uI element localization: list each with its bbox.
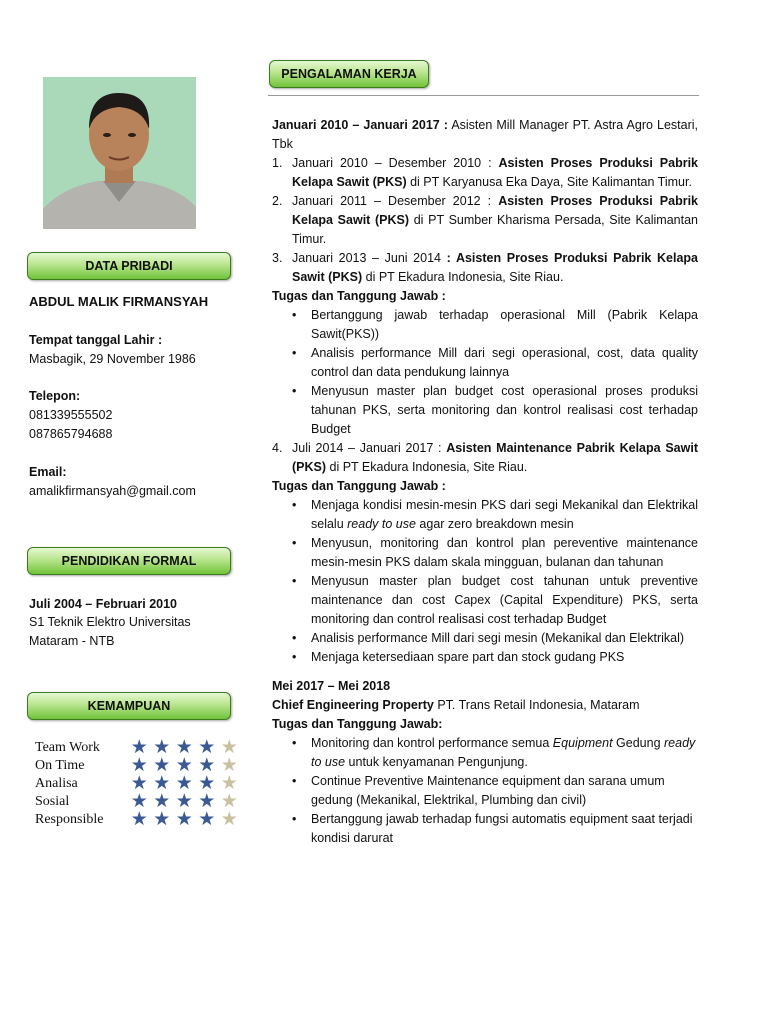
kemampuan-header: KEMAMPUAN: [27, 692, 231, 720]
star-filled-icon: ★: [130, 791, 148, 812]
email-address: amalikfirmansyah@gmail.com: [29, 484, 196, 498]
experience-section: [272, 116, 698, 848]
item-number: 2.: [272, 194, 283, 208]
bullet-text: Menjaga kondisi mesin-mesin PKS dari segi Mekanikal dan Elektrikal selalu: [311, 498, 698, 531]
phone-number: 087865794688: [29, 427, 113, 441]
star-filled-icon: ★: [175, 809, 193, 830]
email-label: Email:: [29, 465, 67, 479]
bullet-text: Monitoring dan kontrol performance semua: [311, 736, 553, 750]
bullet-item: • Menyusun master plan budget cost operasional proses produksi tahunan PKS, serta monitoring dan kontrol realisasi cost terhadap Budget: [292, 382, 698, 439]
item-location: di PT Ekadura Indonesia, Site Riau.: [362, 270, 564, 284]
item-number: 1.: [272, 156, 283, 170]
item-number: 4.: [272, 441, 283, 455]
full-name: ABDUL MALIK FIRMANSYAH: [29, 294, 209, 309]
item-period: Januari 2010 – Desember 2010 :: [292, 156, 499, 170]
bullet-emphasis: Equipment: [552, 736, 613, 750]
star-filled-icon: ★: [198, 755, 216, 776]
star-filled-icon: ★: [130, 809, 148, 830]
item-location: di PT Sumber Kharisma Persada, Site Kalimantan Timur.: [292, 213, 698, 246]
profile-photo: [43, 77, 196, 229]
skill-name: On Time: [35, 758, 85, 773]
pendidikan-header: PENDIDIKAN FORMAL: [27, 547, 231, 575]
skill-name: Responsible: [35, 812, 104, 827]
skills-list: [35, 739, 241, 829]
bullet-item: • Bertanggung jawab terhadap fungsi automatis equipment saat terjadi kondisi darurat: [292, 810, 698, 848]
star-empty-icon: ★: [220, 737, 238, 758]
star-filled-icon: ★: [198, 809, 216, 830]
bullet-item: • Menyusun master plan budget cost tahunan untuk preventive maintenance dan cost Capex (Capital Expenditure) PKS, serta monitoring dan control realisasi cost terhadap Budget: [292, 572, 698, 629]
star-filled-icon: ★: [175, 755, 193, 776]
phone-number: 081339555502: [29, 408, 113, 422]
bullet-emphasis: ready to use: [311, 736, 696, 769]
item-role: Asisten Maintenance Pabrik Kelapa Sawit (PKS): [292, 441, 698, 474]
star-filled-icon: ★: [130, 773, 148, 794]
job2-company: PT. Trans Retail Indonesia, Mataram: [433, 698, 640, 712]
bullet-item: • Analisis performance Mill dari segi mesin (Mekanikal dan Elektrikal): [292, 629, 698, 648]
skill-row: [35, 811, 241, 829]
section-divider: [268, 95, 699, 96]
item-location: di PT Karyanusa Eka Daya, Site Kalimantan Timur.: [406, 175, 692, 189]
bullet-item: • Menyusun, monitoring dan kontrol plan pereventive maintenance mesin-mesin PKS dalam skala mingguan, bulanan dan tahunan: [292, 534, 698, 572]
skill-name: Analisa: [35, 776, 78, 791]
phone-label: Telepon:: [29, 389, 81, 403]
bullet-text: Bertanggung jawab terhadap fungsi automatis equipment saat terjadi kondisi darurat: [311, 812, 693, 845]
bullet-text: Menyusun, monitoring dan kontrol plan pereventive maintenance mesin-mesin PKS dalam skala mingguan, bulanan dan tahunan: [311, 536, 698, 569]
bullet-text: agar zero breakdown mesin: [415, 517, 574, 531]
bullet-item: • Menjaga ketersediaan spare part dan stock gudang PKS: [292, 648, 698, 667]
star-filled-icon: ★: [198, 791, 216, 812]
star-filled-icon: ★: [198, 737, 216, 758]
tugas-label: Tugas dan Tanggung Jawab:: [272, 717, 443, 731]
bullet-item: • Monitoring dan kontrol performance semua Equipment Gedung ready to use untuk kenyamanan Pengunjung.: [292, 736, 696, 769]
job1-period: Januari 2010 – Januari 2017 :: [272, 118, 448, 132]
job2-title: Chief Engineering Property: [272, 698, 434, 712]
item-role: : Asisten Proses Produksi Pabrik Kelapa Sawit (PKS): [292, 251, 698, 284]
data-pribadi-header: DATA PRIBADI: [27, 252, 231, 280]
job1-item: [272, 439, 698, 477]
star-empty-icon: ★: [220, 791, 238, 812]
bullet-emphasis: ready to use: [347, 517, 416, 531]
job1-item: [272, 249, 698, 287]
item-period: Januari 2011 – Desember 2012 :: [292, 194, 499, 208]
skill-name: Sosial: [35, 794, 70, 809]
profile-photo-image: [43, 77, 196, 229]
bullet-text: Analisis performance Mill dari segi operasional, cost, data quality control dan data pendukung lainnya: [311, 346, 698, 379]
job2-heading: [272, 696, 698, 715]
skill-rating: [128, 811, 241, 829]
star-filled-icon: ★: [130, 737, 148, 758]
item-period: Januari 2013 – Juni 2014: [292, 251, 447, 265]
item-number: 3.: [272, 251, 283, 265]
edu-period: Juli 2004 – Februari 2010: [29, 597, 178, 611]
bullet-text: Gedung: [612, 736, 664, 750]
edu-line: S1 Teknik Elektro Universitas: [29, 615, 191, 629]
star-filled-icon: ★: [175, 791, 193, 812]
star-empty-icon: ★: [220, 755, 238, 776]
job1-item: [272, 154, 698, 192]
item-location: di PT Ekadura Indonesia, Site Riau.: [326, 460, 528, 474]
pengalaman-header: PENGALAMAN KERJA: [269, 60, 429, 88]
star-filled-icon: ★: [153, 809, 171, 830]
bullet-item: • Bertanggung jawab terhadap operasional Mill (Pabrik Kelapa Sawit(PKS)): [292, 306, 698, 344]
star-filled-icon: ★: [153, 791, 171, 812]
star-empty-icon: ★: [220, 773, 238, 794]
bullet-item: • Analisis performance Mill dari segi operasional, cost, data quality control dan data pendukung lainnya: [292, 344, 698, 382]
bullet-text: Menyusun master plan budget cost operasional proses produksi tahunan PKS, serta monitoring dan kontrol realisasi cost terhadap Budget: [311, 384, 698, 436]
skill-name: Team Work: [35, 740, 100, 755]
job1-title: Asisten Mill Manager PT. Astra Agro Lestari, Tbk: [272, 118, 698, 151]
bullet-text: Menjaga ketersediaan spare part dan stock gudang PKS: [311, 650, 625, 664]
bullet-text: Menyusun master plan budget cost tahunan untuk preventive maintenance dan cost Capex (Capital Expenditure) PKS, serta monitoring dan control realisasi cost terhadap Budget: [311, 574, 698, 626]
edu-line: Mataram - NTB: [29, 634, 115, 648]
tugas-label: Tugas dan Tanggung Jawab :: [272, 289, 446, 303]
star-filled-icon: ★: [130, 755, 148, 776]
job1-item: [272, 192, 698, 249]
bullet-item: • Continue Preventive Maintenance equipment dan sarana umum gedung (Mekanikal, Elektrikal, Plumbing dan civil): [292, 772, 698, 810]
item-period: Juli 2014 – Januari 2017 :: [292, 441, 447, 455]
tugas-label: Tugas dan Tanggung Jawab :: [272, 479, 446, 493]
star-filled-icon: ★: [153, 773, 171, 794]
item-role: Asisten Proses Produksi Pabrik Kelapa Sawit (PKS): [292, 194, 699, 227]
bullet-text: Bertanggung jawab terhadap operasional Mill (Pabrik Kelapa Sawit(PKS)): [311, 308, 698, 341]
bullet-text: untuk kenyamanan Pengunjung.: [345, 755, 528, 769]
bullet-item: • Menjaga kondisi mesin-mesin PKS dari segi Mekanikal dan Elektrikal selalu ready to use agar zero breakdown mesin: [292, 498, 698, 531]
bullet-text: Analisis performance Mill dari segi mesin (Mekanikal dan Elektrikal): [311, 631, 685, 645]
birth-value: Masbagik, 29 November 1986: [29, 352, 196, 366]
star-filled-icon: ★: [198, 773, 216, 794]
job1-heading: [272, 116, 698, 154]
birth-label: Tempat tanggal Lahir :: [29, 333, 163, 347]
star-filled-icon: ★: [175, 737, 193, 758]
star-filled-icon: ★: [153, 755, 171, 776]
bullet-text: Continue Preventive Maintenance equipment dan sarana umum gedung (Mekanikal, Elektrikal, Plumbing dan civil): [311, 774, 665, 807]
star-empty-icon: ★: [220, 809, 238, 830]
star-filled-icon: ★: [175, 773, 193, 794]
item-role: Asisten Proses Produksi Pabrik Kelapa Sawit (PKS): [292, 156, 698, 189]
job2-period: Mei 2017 – Mei 2018: [272, 679, 391, 693]
star-filled-icon: ★: [153, 737, 171, 758]
